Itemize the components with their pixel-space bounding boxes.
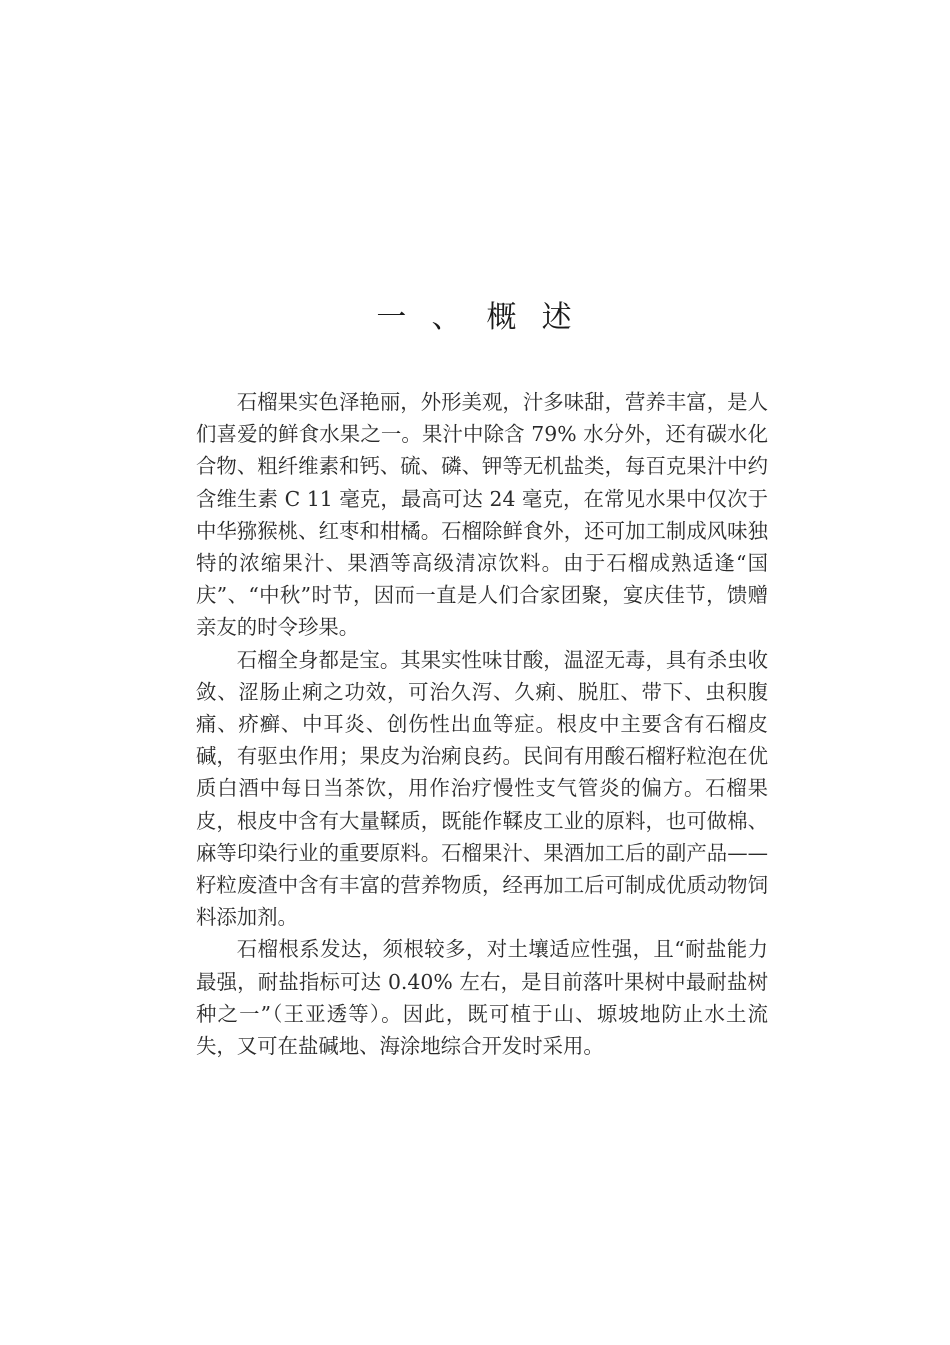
paragraph-1: 石榴果实色泽艳丽，外形美观，汁多味甜，营养丰富，是人们喜爱的鲜食水果之一。果汁中除含 79% 水分外，还有碳水化合物、粗纤维素和钙、硫、磷、钾等无机盐类，每百克果汁中约含维生素 C 11 毫克，最高可达 24 毫克，在常见水果中仅次于中华猕猴桃、红枣和柑橘。石榴除鲜食外，还可加工制成风味独特的浓缩果汁、果酒等高级清凉饮料。由于石榴成熟适逢“国庆”、“中秋”时节，因而一直是人们合家团聚，宴庆佳节，馈赠亲友的时令珍果。 bbox=[196, 390, 768, 640]
paragraph-3: 石榴根系发达，须根较多，对土壤适应性强，且“耐盐能力最强，耐盐指标可达 0.40% 左右，是目前落叶果树中最耐盐树种之一”（王亚透等）。因此，既可植于山、塬坡地防止水土流失，又可在盐碱地、海涂地综合开发时采用。 bbox=[196, 937, 768, 1059]
paragraph-2: 石榴全身都是宝。其果实性味甘酸，温涩无毒，具有杀虫收敛、涩肠止痢之功效，可治久泻、久痢、脱肛、带下、虫积腹痛、疥癣、中耳炎、创伤性出血等症。根皮中主要含有石榴皮碱，有驱虫作用；果皮为治痢良药。民间有用酸石榴籽粒泡在优质白酒中每日当茶饮，用作治疗慢性支气管炎的偏方。石榴果皮，根皮中含有大量鞣质，既能作鞣皮工业的原料，也可做棉、麻等印染行业的重要原料。石榴果汁、果酒加工后的副产品——籽粒废渣中含有丰富的营养物质，经再加工后可制成优质动物饲料添加剂。 bbox=[196, 647, 768, 930]
body-text bbox=[196, 386, 768, 1062]
chapter-title: 一 、 概 述 bbox=[376, 300, 574, 335]
